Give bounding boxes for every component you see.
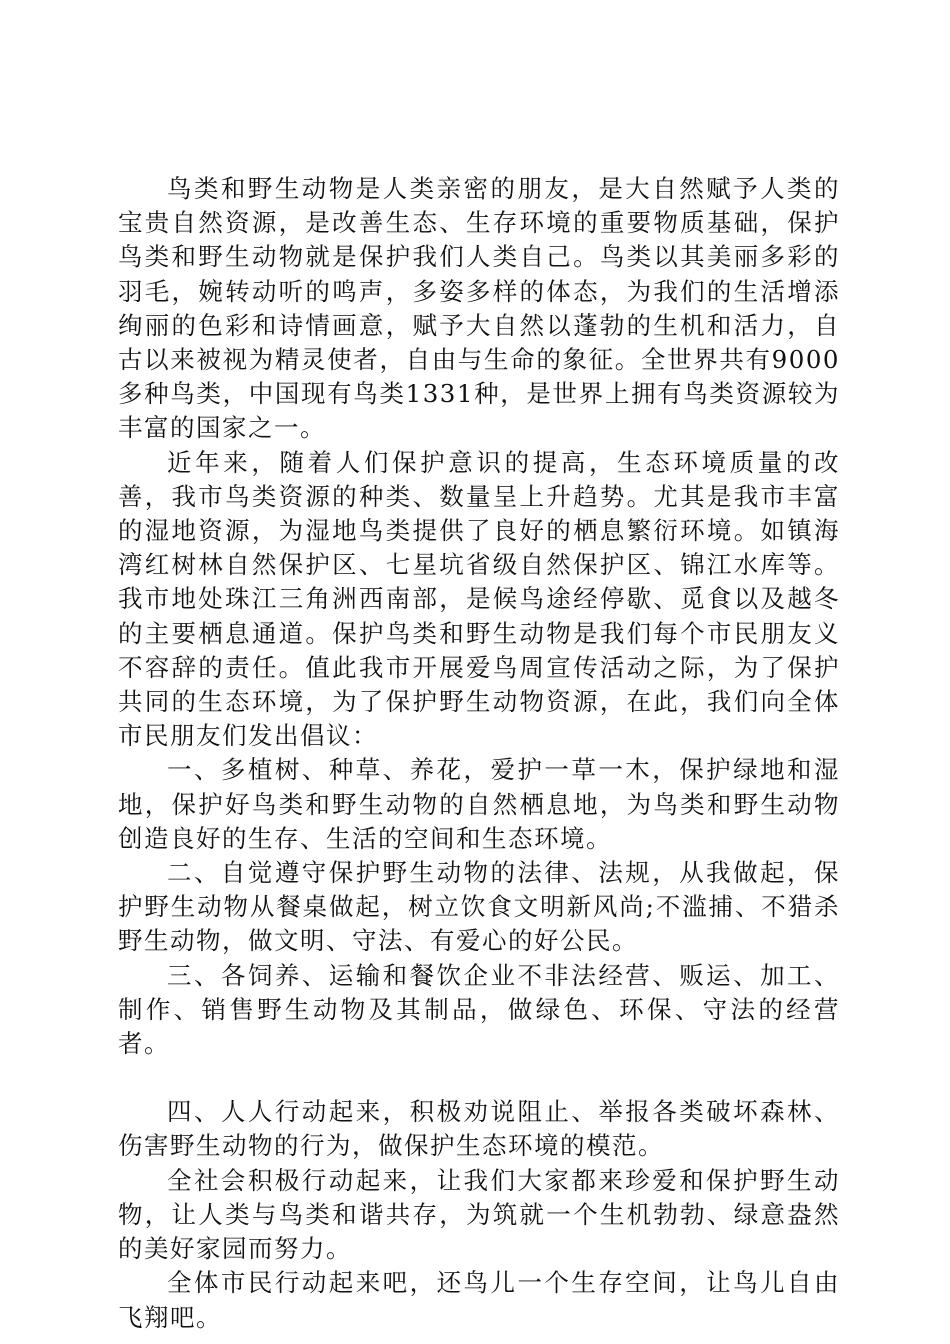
document-body xyxy=(118,172,840,1335)
paragraph-proposal-1: 一、多植树、种草、养花，爱护一草一木，保护绿地和湿地，保护好鸟类和野生动物的自然栖息地，为鸟类和野生动物创造良好的生存、生活的空间和生态环境。 xyxy=(118,755,840,853)
paragraph-closing: 全体市民行动起来吧，还鸟儿一个生存空间，让鸟儿自由飞翔吧。 xyxy=(118,1268,840,1332)
paragraph-background: 近年来，随着人们保护意识的提高，生态环境质量的改善，我市鸟类资源的种类、数量呈上升趋势。尤其是我市丰富的湿地资源，为湿地鸟类提供了良好的栖息繁衍环境。如镇海湾红树林自然保护区、七星坑省级自然保护区、锦江水库等。我市地处珠江三角洲西南部，是候鸟途经停歇、觅食以及越冬的主要栖息通道。保护鸟类和野生动物是我们每个市民朋友义不容辞的责任。值此我市开展爱鸟周宣传活动之际，为了保护共同的生态环境，为了保护野生动物资源，在此，我们向全体市民朋友们发出倡议： xyxy=(118,447,840,751)
paragraph-proposal-2: 二、自觉遵守保护野生动物的法律、法规，从我做起，保护野生动物从餐桌做起，树立饮食文明新风尚;不滥捕、不猎杀野生动物，做文明、守法、有爱心的好公民。 xyxy=(118,858,840,956)
paragraph-intro: 鸟类和野生动物是人类亲密的朋友，是大自然赋予人类的宝贵自然资源，是改善生态、生存环境的重要物质基础，保护鸟类和野生动物就是保护我们人类自己。鸟类以其美丽多彩的羽毛，婉转动听的鸣声，多姿多样的体态，为我们的生活增添绚丽的色彩和诗情画意，赋予大自然以蓬勃的生机和活力，自古以来被视为精灵使者，自由与生命的象征。全世界共有9000多种鸟类，中国现有鸟类1331种，是世界上拥有鸟类资源较为丰富的国家之一。 xyxy=(118,174,840,443)
paragraph-proposal-4: 四、人人行动起来，积极劝说阻止、举报各类破坏森林、伤害野生动物的行为，做保护生态环境的模范。 xyxy=(118,1097,840,1161)
paragraph-call-to-action: 全社会积极行动起来，让我们大家都来珍爱和保护野生动物，让人类与鸟类和谐共存，为筑就一个生机勃勃、绿意盎然的美好家园而努力。 xyxy=(118,1165,840,1264)
paragraph-proposal-3: 三、各饲养、运输和餐饮企业不非法经营、贩运、加工、制作、销售野生动物及其制品，做绿色、环保、守法的经营者。 xyxy=(118,960,840,1059)
paragraph-spacer xyxy=(118,1061,840,1095)
